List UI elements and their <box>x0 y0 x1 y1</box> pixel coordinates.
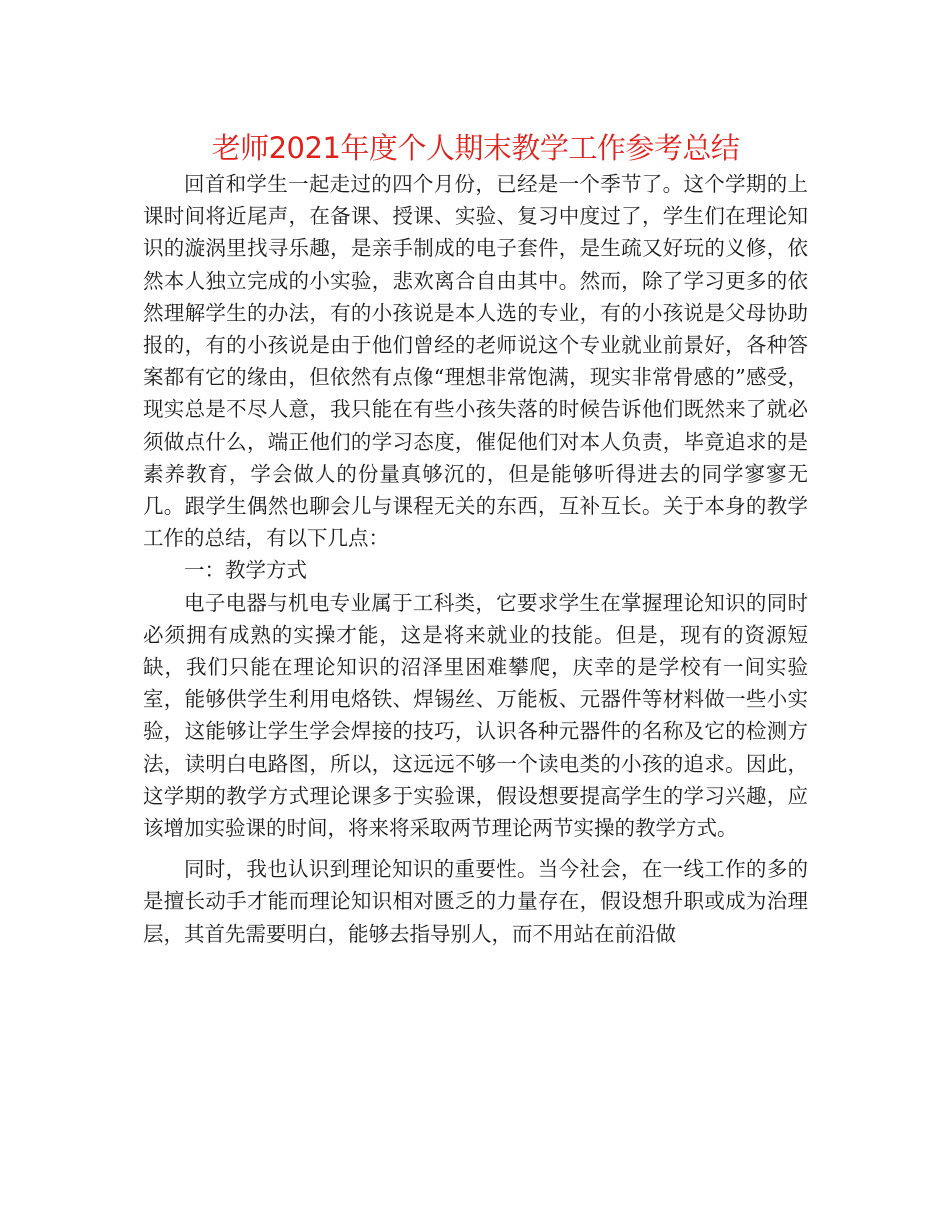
section-heading-teaching-method: 一：教学方式 <box>184 558 307 583</box>
document-title: 老师2021年度个人期末教学工作参考总结 <box>211 131 740 165</box>
paragraph-teaching-method: 电子电器与机电专业属于工科类，它要求学生在掌握理论知识的同时必须拥有成熟的实操才能，这是将来就业的技能。但是，现有的资源短缺，我们只能在理论知识的沼泽里困难攀爬，庆幸的是学校有一间实验室，能够供学生利用电烙铁、焊锡丝、万能板、元器件等材料做一些小实验，这能够让学生学会焊接的技巧，认识各种元器件的名称及它的检测方法，读明白电路图，所以，这远远不够一个读电类的小孩的追求。因此，这学期的教学方式理论课多于实验课，假设想要提高学生的学习兴趣，应该增加实验课的时间，将来将采取两节理论两节实操的教学方式。 <box>143 590 808 841</box>
paragraph-intro: 回首和学生一起走过的四个月份，已经是一个季节了。这个学期的上课时间将近尾声，在备课、授课、实验、复习中度过了，学生们在理论知识的漩涡里找寻乐趣，是亲手制成的电子套件，是生疏又好玩的义修，依然本人独立完成的小实验，悲欢离合自由其中。然而，除了学习更多的依然理解学生的办法，有的小孩说是本人选的专业，有的小孩说是父母协助报的，有的小孩说是由于他们曾经的老师说这个专业就业前景好，各种答案都有它的缘由，但依然有点像“理想非常饱满，现实非常骨感的”感受，现实总是不尽人意，我只能在有些小孩失落的时候告诉他们既然来了就必须做点什么，端正他们的学习态度，催促他们对本人负责，毕竟追求的是素养教育，学会做人的份量真够沉的，但是能够听得进去的同学寥寥无几。跟学生偶然也聊会儿与课程无关的东西，互补互长。关于本身的教学工作的总结，有以下几点： <box>143 172 808 551</box>
document-page <box>143 128 808 950</box>
document-body <box>143 168 808 950</box>
paragraph-theory-importance: 同时，我也认识到理论知识的重要性。当今社会，在一线工作的多的是擅长动手才能而理论知识相对匮乏的力量存在，假设想升职或成为治理层，其首先需要明白，能够去指导别人，而不用站在前沿做 <box>143 857 808 946</box>
